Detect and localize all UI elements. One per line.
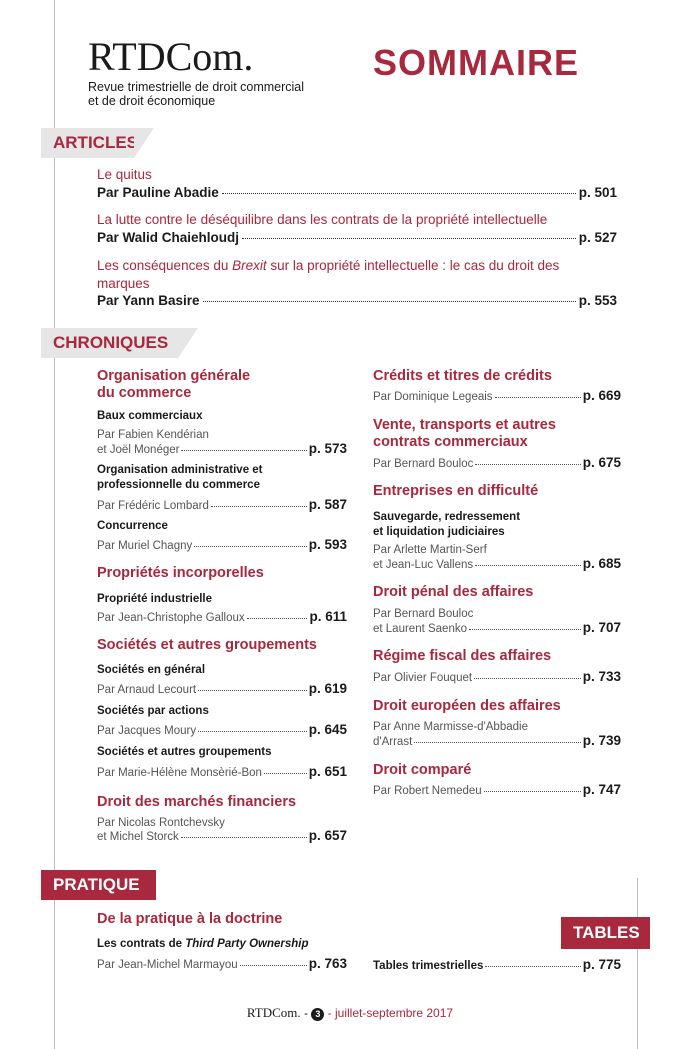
chronique-heading[interactable]: Propriétés incorporelles <box>97 565 264 581</box>
chronique-author-line <box>97 765 347 780</box>
leader-dots <box>211 506 307 507</box>
page-footer <box>0 1005 700 1021</box>
tables-item[interactable]: Tables trimestrielles <box>373 960 484 972</box>
chronique-author: et Michel Storck <box>97 831 179 843</box>
section-tab-chroniques: CHRONIQUES <box>41 328 178 358</box>
chronique-heading[interactable]: De la pratique à la doctrine <box>97 911 283 927</box>
chronique-author-line <box>97 442 347 457</box>
leader-dots <box>484 791 581 792</box>
chronique-heading[interactable]: Droit comparé <box>373 762 472 778</box>
leader-dots <box>198 690 307 691</box>
article-author: Par Pauline Abadie <box>97 185 219 200</box>
article-page: p. 501 <box>578 185 617 200</box>
chronique-heading[interactable]: Droit européen des affaires <box>373 698 561 714</box>
chronique-author-line <box>373 670 621 685</box>
article-page: p. 553 <box>578 293 617 308</box>
leader-dots <box>475 565 581 566</box>
chronique-author-line <box>97 498 347 513</box>
chronique-author: Par Robert Nemedeu <box>373 785 482 797</box>
title-part: sur la propriété intellectuelle : le cas du droit des <box>266 258 560 273</box>
article-title[interactable] <box>97 257 627 293</box>
chronique-author: Par Bernard Bouloc <box>373 608 474 620</box>
leader-dots <box>181 837 307 838</box>
leader-dots <box>222 193 576 194</box>
chronique-page: p. 739 <box>582 733 621 748</box>
chronique-author: Par Dominique Legeais <box>373 391 493 403</box>
subheading-line: professionnelle du commerce <box>97 479 260 491</box>
leader-dots <box>495 397 581 398</box>
leader-dots <box>474 678 581 679</box>
chronique-page: p. 593 <box>308 537 347 552</box>
chronique-author: Par Jean-Michel Marmayou <box>97 959 238 971</box>
right-rule <box>637 878 638 1049</box>
chronique-heading[interactable]: Crédits et titres de crédits <box>373 368 552 384</box>
chronique-author-line <box>97 682 347 697</box>
chronique-author-line <box>373 557 621 572</box>
chronique-subheading <box>97 937 309 952</box>
chronique-heading[interactable]: Entreprises en difficulté <box>373 483 539 499</box>
article-author: Par Walid Chaiehloudj <box>97 230 240 245</box>
chronique-author: et Joël Monéger <box>97 444 180 456</box>
chronique-subheading <box>97 463 263 493</box>
chronique-author-line <box>373 456 621 471</box>
article-author-line <box>97 292 617 310</box>
chronique-author-line <box>373 621 621 636</box>
leader-dots <box>203 301 576 302</box>
page-title: SOMMAIRE <box>373 42 579 83</box>
chronique-author: et Jean-Luc Vallens <box>373 559 474 571</box>
chronique-page: p. 747 <box>582 782 621 797</box>
chronique-page: p. 619 <box>308 681 347 696</box>
chronique-page: p. 587 <box>308 497 347 512</box>
heading-line: Vente, transports et autres <box>373 417 556 433</box>
chronique-subheading: Concurrence <box>97 520 168 532</box>
footer-issue: - juillet-septembre 2017 <box>324 1006 454 1020</box>
leader-dots <box>485 966 580 967</box>
article-author-line <box>97 229 617 247</box>
subtitle-line-1: Revue trimestrielle de droit commercial <box>88 80 305 94</box>
chronique-page: p. 675 <box>582 455 621 470</box>
leader-dots <box>194 546 306 547</box>
subheading-part: Les contrats de <box>97 938 186 950</box>
chronique-subheading <box>373 510 520 540</box>
chronique-author-line <box>97 723 347 738</box>
chronique-author-line <box>97 957 347 972</box>
chronique-page: p. 707 <box>582 620 621 635</box>
chronique-author-line <box>97 538 347 553</box>
chronique-author-line <box>373 783 621 798</box>
leader-dots <box>247 618 308 619</box>
leader-dots <box>469 629 581 630</box>
chronique-author-line <box>373 389 621 404</box>
chronique-author-line <box>97 829 347 844</box>
subtitle-line-2: et de droit économique <box>88 94 216 108</box>
chronique-author: Par Anne Marmisse-d'Abbadie <box>373 721 528 733</box>
chronique-author: Par Arnaud Lecourt <box>97 684 197 696</box>
subheading-line: Organisation administrative et <box>97 464 263 476</box>
heading-line: contrats commerciaux <box>373 434 528 450</box>
chronique-heading[interactable]: Régime fiscal des affaires <box>373 648 552 664</box>
chronique-author: Par Bernard Bouloc <box>373 458 474 470</box>
section-tab-tables: TABLES <box>561 917 650 949</box>
chronique-author: Par Nicolas Rontchevsky <box>97 817 225 829</box>
tables-page: p. 775 <box>582 957 621 972</box>
chronique-subheading: Baux commerciaux <box>97 410 203 422</box>
section-tab-pratique: PRATIQUE <box>41 870 156 900</box>
footer-brand: RTDCom. <box>246 1005 301 1020</box>
article-author-line <box>97 184 617 202</box>
chronique-author: et Laurent Saenko <box>373 623 467 635</box>
chronique-author-line <box>97 610 347 625</box>
chronique-author: Par Marie-Hélène Monsèrié-Bon <box>97 767 262 779</box>
chronique-page: p. 657 <box>308 828 347 843</box>
chronique-page: p. 763 <box>308 956 347 971</box>
chronique-author: Par Jacques Moury <box>97 725 197 737</box>
footer-separator: - <box>300 1006 312 1020</box>
leader-dots <box>242 238 576 239</box>
heading-line: Organisation générale <box>97 368 251 384</box>
chronique-subheading: Sociétés en général <box>97 664 206 676</box>
chronique-author: Par Muriel Chagny <box>97 540 193 552</box>
leader-dots <box>264 773 307 774</box>
chronique-author: Par Jean-Christophe Galloux <box>97 612 245 624</box>
chronique-author-line <box>373 734 621 749</box>
chronique-author: Par Fabien Kendérian <box>97 429 209 441</box>
subheading-line: Sauvegarde, redressement <box>373 511 521 523</box>
chronique-author: d'Arrast <box>373 736 413 748</box>
chronique-page: p. 611 <box>309 609 347 624</box>
section-tab-articles: ARTICLES <box>41 128 134 158</box>
chronique-subheading: Sociétés par actions <box>97 705 209 717</box>
chronique-subheading: Sociétés et autres groupements <box>97 746 272 758</box>
chronique-author: Par Arlette Martin-Serf <box>373 544 487 556</box>
chronique-heading[interactable]: Droit des marchés financiers <box>97 794 297 810</box>
article-page: p. 527 <box>578 230 617 245</box>
chronique-page: p. 685 <box>582 556 621 571</box>
leader-dots <box>181 450 306 451</box>
chronique-author: Par Frédéric Lombard <box>97 500 209 512</box>
chronique-heading[interactable] <box>97 368 250 402</box>
chronique-heading[interactable] <box>373 417 556 451</box>
chronique-page: p. 733 <box>582 669 621 684</box>
chronique-page: p. 645 <box>308 722 347 737</box>
leader-dots <box>240 965 307 966</box>
title-part: Les conséquences du <box>97 258 233 273</box>
tables-line <box>373 958 621 973</box>
chronique-page: p. 651 <box>308 764 347 779</box>
issue-number-badge: 3 <box>311 1008 324 1021</box>
heading-line: du commerce <box>97 385 192 401</box>
article-title[interactable]: Le quitus <box>97 167 152 182</box>
article-title[interactable]: La lutte contre le déséquilibre dans les contrats de la propriété intellectuelle <box>97 212 548 227</box>
chronique-subheading: Propriété industrielle <box>97 593 213 605</box>
title-part: marques <box>97 276 150 291</box>
title-emphasis: Brexit <box>232 258 267 273</box>
leader-dots <box>198 731 307 732</box>
leader-dots <box>414 742 580 743</box>
subheading-line: et liquidation judiciaires <box>373 526 505 538</box>
journal-subtitle <box>88 80 304 108</box>
article-author: Par Yann Basire <box>97 293 200 308</box>
chronique-author: Par Olivier Fouquet <box>373 672 473 684</box>
journal-logo: RTDCom. <box>88 34 254 79</box>
leader-dots <box>475 464 580 465</box>
chronique-page: p. 669 <box>582 388 621 403</box>
subheading-emphasis: Third Party Ownership <box>185 938 309 950</box>
chronique-page: p. 573 <box>308 441 347 456</box>
chronique-heading[interactable]: Sociétés et autres groupements <box>97 637 317 653</box>
chronique-heading[interactable]: Droit pénal des affaires <box>373 584 534 600</box>
